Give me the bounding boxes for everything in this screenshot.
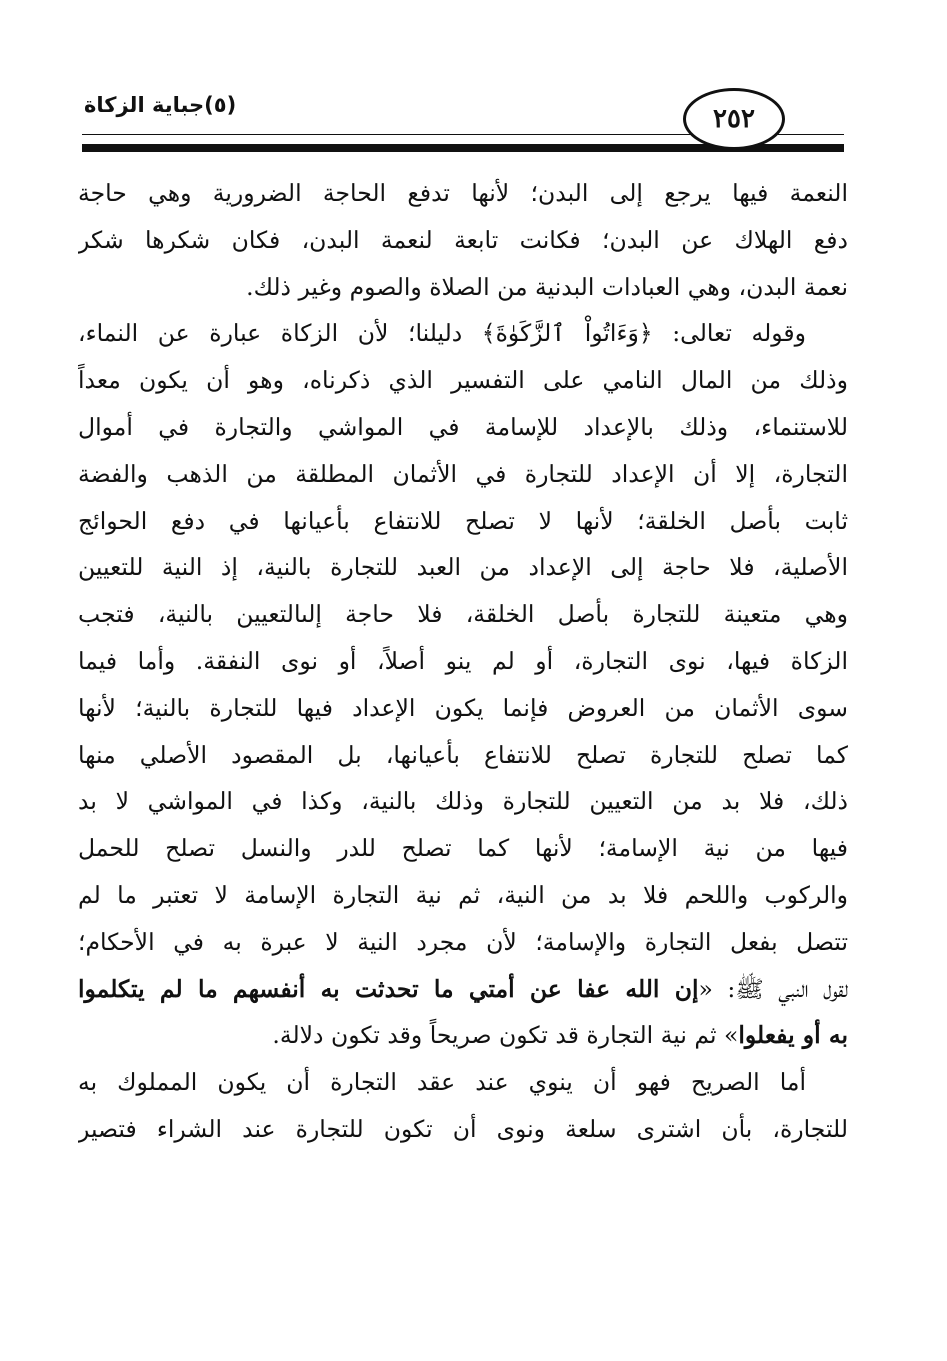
text-line: فيها من نية الإسامة؛ لأنها كما تصلح للدر والنسل تصلح للحمل bbox=[78, 834, 848, 863]
text-line: وذلك من المال النامي على التفسير الذي ذكرناه، وهو أن يكون معداً bbox=[78, 366, 848, 395]
body-text bbox=[78, 170, 848, 1153]
text-line: والركوب واللحم فلا بد من النية، ثم نية التجارة الإسامة لا تعتبر ما لم bbox=[78, 880, 848, 909]
text-line: الزكاة فيها، نوى التجارة، أو لم ينو أصلاً، أو نوى النفقة. وأما فيما bbox=[78, 646, 848, 675]
text-line: ثابت بأصل الخلقة؛ لأنها لا تصلح للانتفاع بأعيانها في دفع الحوائج bbox=[78, 506, 848, 535]
text-line: للاستنماء، وذلك بالإعداد للإسامة في المواشي والتجارة في أموال bbox=[78, 412, 848, 441]
running-title: (٥)جباية الزكاة bbox=[84, 93, 237, 117]
hadith-intro: لقول النبي ﷺ: « bbox=[698, 974, 848, 1003]
text-line: للتجارة، بأن اشترى سلعة ونوى أن تكون للتجارة عند الشراء فتصير bbox=[78, 1114, 848, 1143]
text-line: وهي متعينة للتجارة بأصل الخلقة، فلا حاجة إلىالتعيين بالنية، فتجب bbox=[78, 600, 848, 629]
text-line: النعمة فيها يرجع إلى البدن؛ لأنها تدفع الحاجة الضرورية وهي حاجة bbox=[78, 179, 848, 207]
text-line: كما تصلح للتجارة تصلح للانتفاع بأعيانها، بل المقصود الأصلي منها bbox=[78, 740, 848, 769]
text-line: وقوله تعالى: ﴿وَءَاتُواْ ٱلزَّكَوٰةَ﴾ دليلنا؛ لأن الزكاة عبارة عن النماء، bbox=[78, 319, 806, 348]
hadith-continuation: » ثم نية التجارة قد تكون صريحاً وقد تكون دلالة. bbox=[272, 1021, 739, 1050]
text-line: التجارة، إلا أن الإعداد للتجارة في الأثمان المطلقة من الذهب والفضة bbox=[78, 459, 848, 488]
hadith-text: إن الله عفا عن أمتي ما تحدثت به أنفسهم ما لم يتكلموا bbox=[78, 974, 699, 1003]
hadith-text: به أو يفعلوا bbox=[738, 1021, 848, 1050]
text-line: الأصلية، فلا حاجة إلى الإعداد من العبد للتجارة بالنية، إذ النية للتعيين bbox=[78, 553, 848, 582]
text-line: دفع الهلاك عن البدن؛ فكانت تابعة لنعمة البدن، فكان شكرها شكر bbox=[78, 225, 848, 254]
text-line: ذلك، فلا بد من التعيين للتجارة وذلك بالنية، وكذا في المواشي لا بد bbox=[78, 787, 848, 816]
text-line: سوى الأثمان من العروض فإنما يكون الإعداد فيها للتجارة بالنية؛ لأنها bbox=[78, 693, 848, 722]
page-number: ٢٥٢ bbox=[683, 88, 785, 150]
text-line: أما الصريح فهو أن ينوي عند عقد التجارة أن يكون المملوك به bbox=[78, 1068, 806, 1097]
hadith-line bbox=[78, 1012, 848, 1059]
text-line: تتصل بفعل التجارة والإسامة؛ لأن مجرد النية لا عبرة به في الأحكام؛ bbox=[78, 927, 848, 956]
text-line: نعمة البدن، وهي العبادات البدنية من الصلاة والصوم وغير ذلك. bbox=[246, 272, 848, 301]
hadith-line bbox=[78, 966, 848, 1013]
